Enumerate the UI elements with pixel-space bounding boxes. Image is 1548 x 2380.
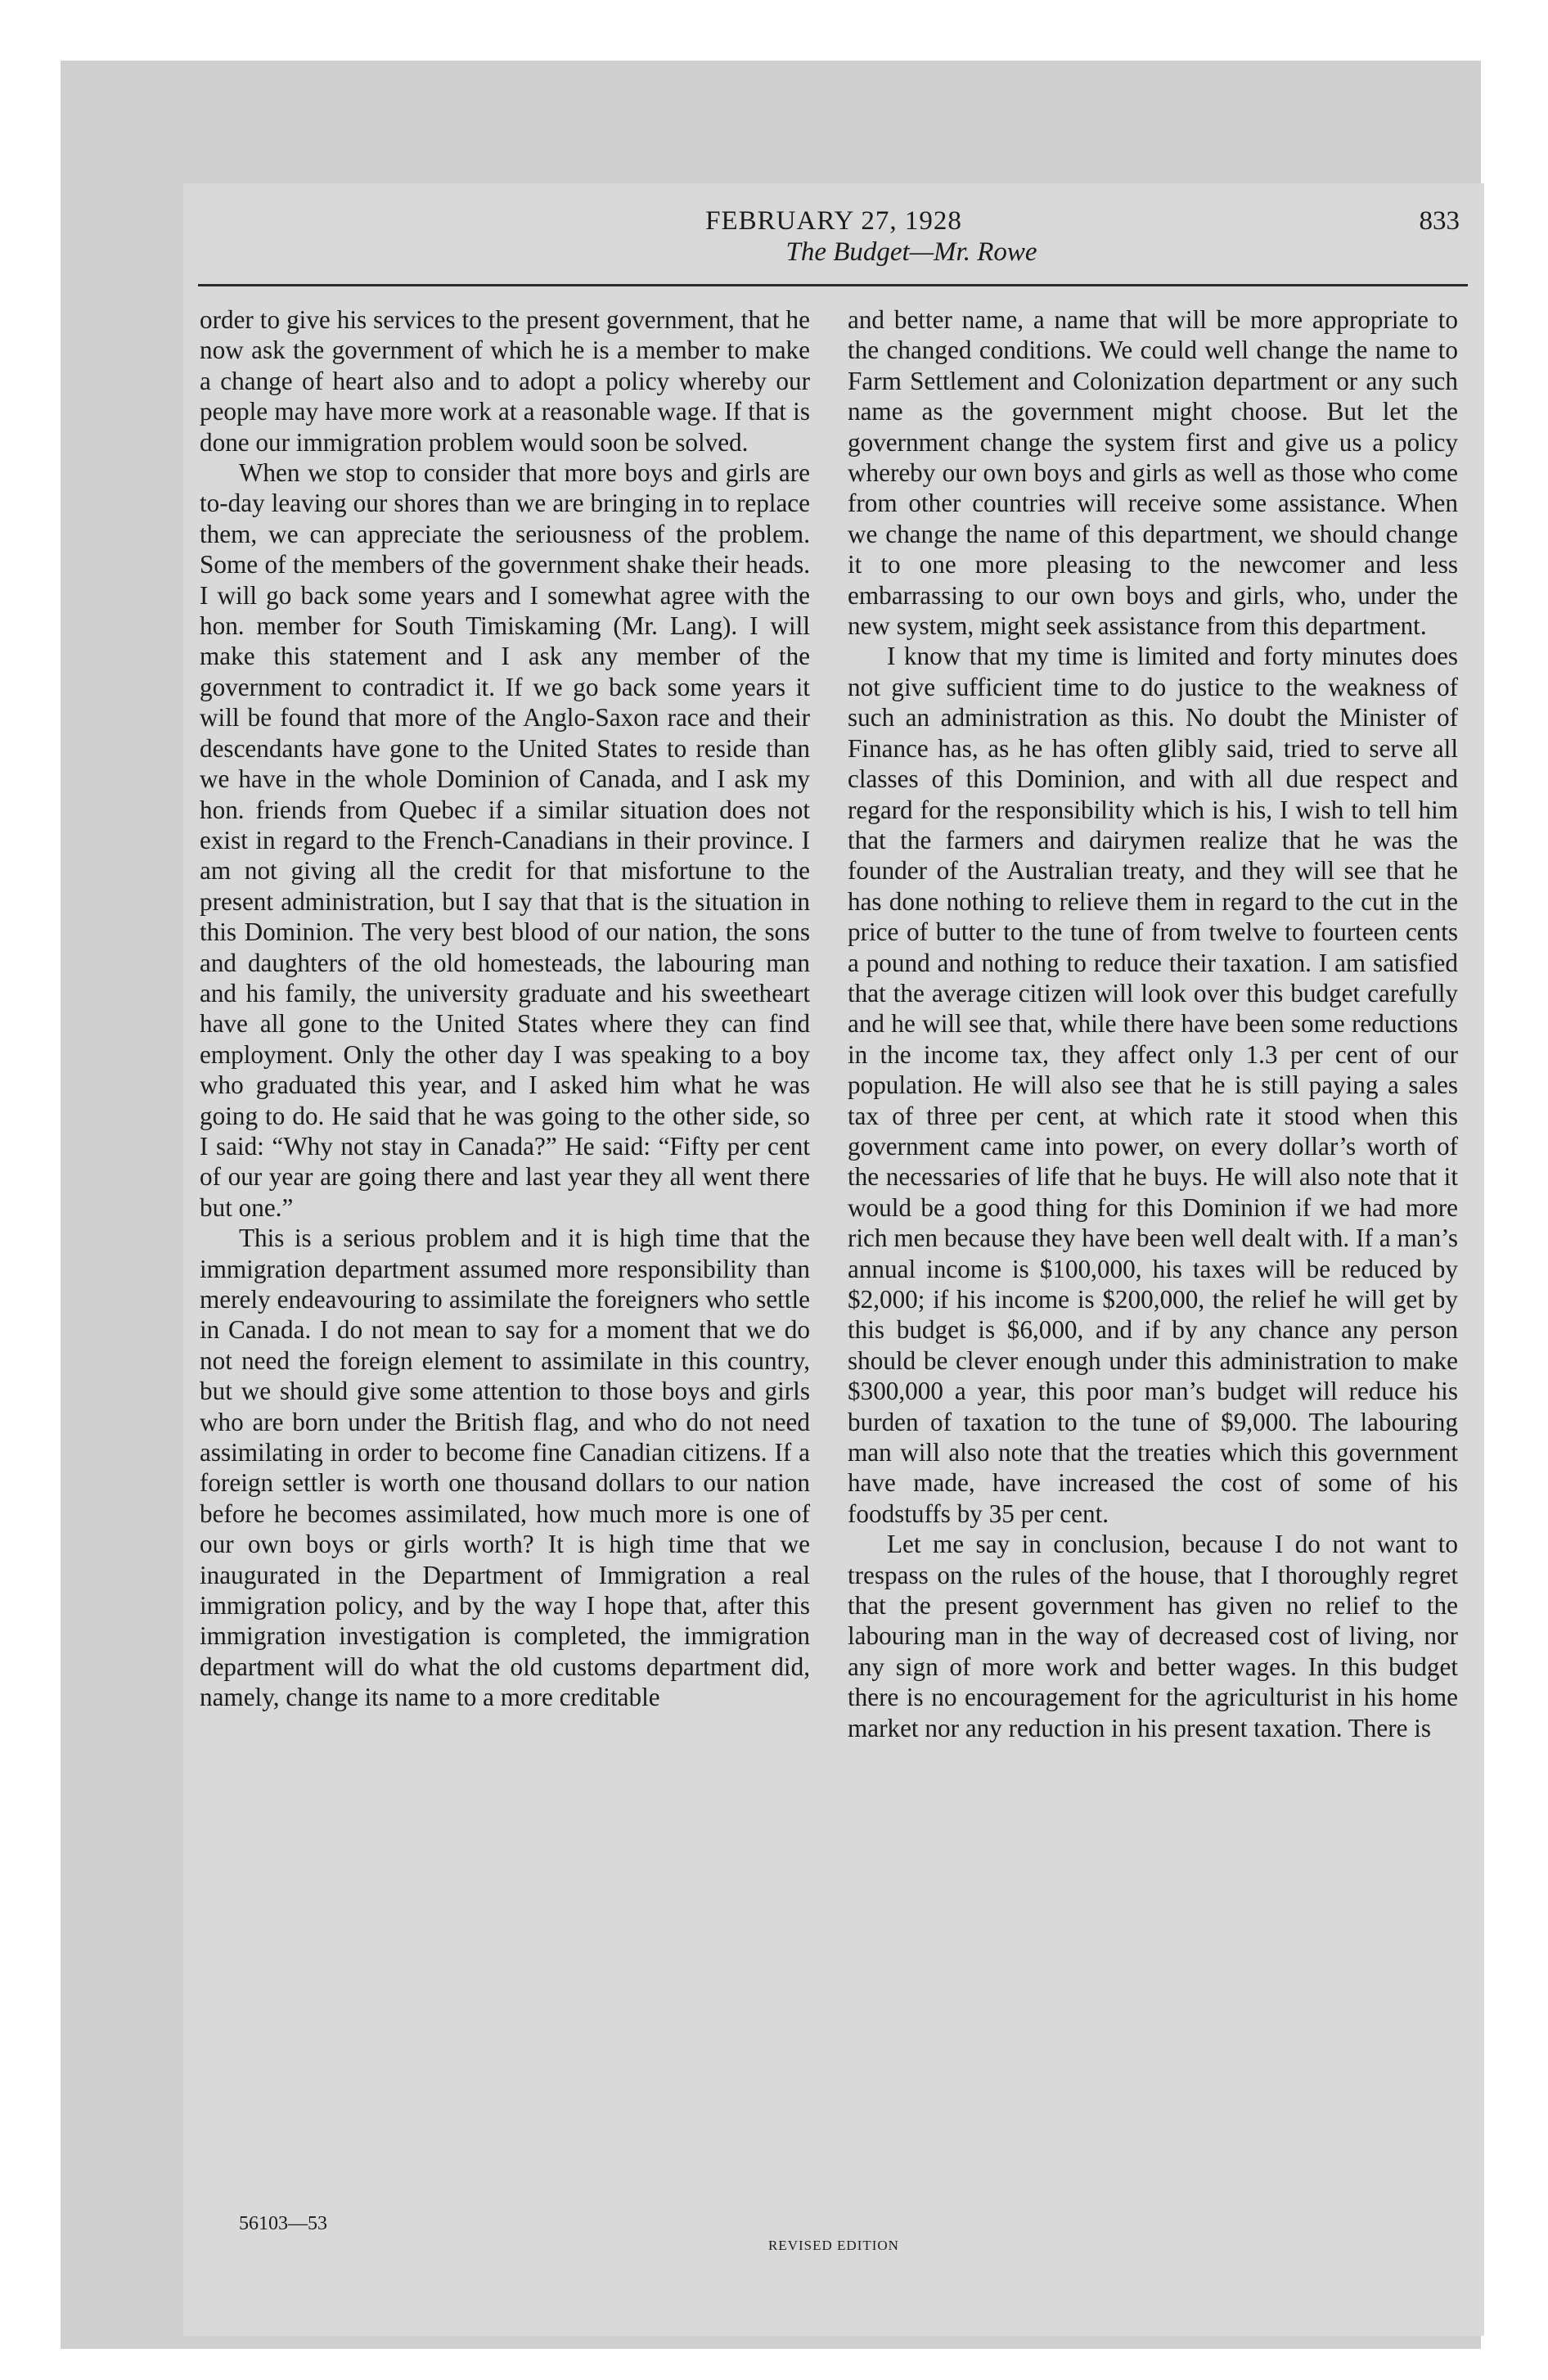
header-date: FEBRUARY 27, 1928 [705,206,962,236]
page-paper [183,183,1484,2336]
page-number: 833 [1419,206,1460,236]
signature-mark: 56103—53 [239,2213,327,2234]
left-paragraph-1: order to give his services to the present government, that he now ask the government of which he is a member to make a change of heart also and to adopt a policy whereby our people may have more work at a reasonable wage. If that is done our immigration problem would soon be solved. [200,305,810,457]
edition-label: REVISED EDITION [768,2238,899,2253]
left-paragraph-2: When we stop to consider that more boys and girls are to-day leaving our shores than we are bringing in to replace them, we can appreciate the seriousness of the problem. Some of the members of the government shake their heads. I will go back some years and I somewhat agree with the hon. member for South Timiskaming (Mr. Lang). I will make this statement and I ask any member of the government to contradict it. If we go back some years it will be found that more of the Anglo-Saxon race and their descendants have gone to the United States to reside than we have in the whole Dominion of Canada, and I ask my hon. friends from Quebec if a similar situation does not exist in regard to the French-Canadians in their province. I am not giving all the credit for that misfortune to the present administration, but I say that that is the situation in this Dominion. The very best blood of our nation, the sons and daughters of the old homesteads, the labouring man and his family, the university graduate and his sweetheart have all gone to the United States where they can find employment. Only the other day I was speaking to a boy who graduated this year, and I asked him what he was going to do. He said that he was going to the other side, so I said: “Why not stay in Canada?” He said: “Fifty per cent of our year are going there and last year they all went there but one.” [200,458,810,1222]
right-column [848,304,1458,1743]
header-rule [198,284,1468,286]
scan-background [61,61,1481,2349]
right-paragraph-3: Let me say in conclusion, because I do not want to trespass on the rules of the house, that I thoroughly regret that the present government has given no relief to the labouring man in the way of decreased cost of living, nor any sign of more work and better wages. In this budget there is no encouragement for the agriculturist in his home market nor any reduction in his present taxation. There is [848,1530,1458,1742]
left-paragraph-3: This is a serious problem and it is high time that the immigration department assumed more responsibility than merely endeavouring to assimilate the foreigners who settle in Canada. I do not mean to say for a moment that we do not need the foreign element to assimilate in this country, but we should give some attention to those boys and girls who are born under the British flag, and who do not need assimilating in order to become fine Canadian citizens. If a foreign settler is worth one thousand dollars to our nation before he becomes assimilated, how much more is one of our own boys or girls worth? It is high time that we inaugurated in the Department of Immigration a real immigration policy, and by the way I hope that, after this immigration investigation is completed, the immigration department will do what the old customs department did, namely, change its name to a more creditable [200,1224,810,1712]
header-subtitle: The Budget—Mr. Rowe [785,237,1037,267]
right-paragraph-2: I know that my time is limited and forty minutes does not give sufficient time to do justice to the weakness of such an administration as this. No doubt the Minister of Finance has, as he has often glibly said, tried to serve all classes of this Dominion, and with all due respect and regard for the responsibility which is his, I wish to tell him that the farmers and dairymen realize that he was the founder of the Australian treaty, and they will see that he has done nothing to relieve them in regard to the cut in the price of butter to the tune of from twelve to fourteen cents a pound and nothing to reduce their taxation. I am satisfied that the average citizen will look over this budget carefully and he will see that, while there have been some reductions in the income tax, they affect only 1.3 per cent of our population. He will also see that he is still paying a sales tax of three per cent, at which rate it stood when this government came into power, on every dollar’s worth of the necessaries of life that he buys. He will also note that it would be a good thing for this Dominion if we had more rich men because they have been well dealt with. If a man’s annual income is $100,000, his taxes will be reduced by $2,000; if his income is $200,000, the relief he will get by this budget is $6,000, and if by any chance any person should be clever enough under this administration to make $300,000 a year, this poor man’s budget will reduce his burden of taxation to the tune of $9,000. The labouring man will also note that the treaties which this government have made, have increased the cost of some of his foodstuffs by 35 per cent. [848,642,1458,1528]
left-column [200,304,810,1713]
right-paragraph-1: and better name, a name that will be more appropriate to the changed conditions. We could well change the name to Farm Settlement and Colonization department or any such name as the government might choose. But let the government change the system first and give us a policy whereby our own boys and girls as well as those who come from other countries will receive some assistance. When we change the name of this department, we should change it to one more pleasing to the newcomer and less embarrassing to our own boys and girls, who, under the new system, might seek assistance from this department. [848,305,1458,641]
